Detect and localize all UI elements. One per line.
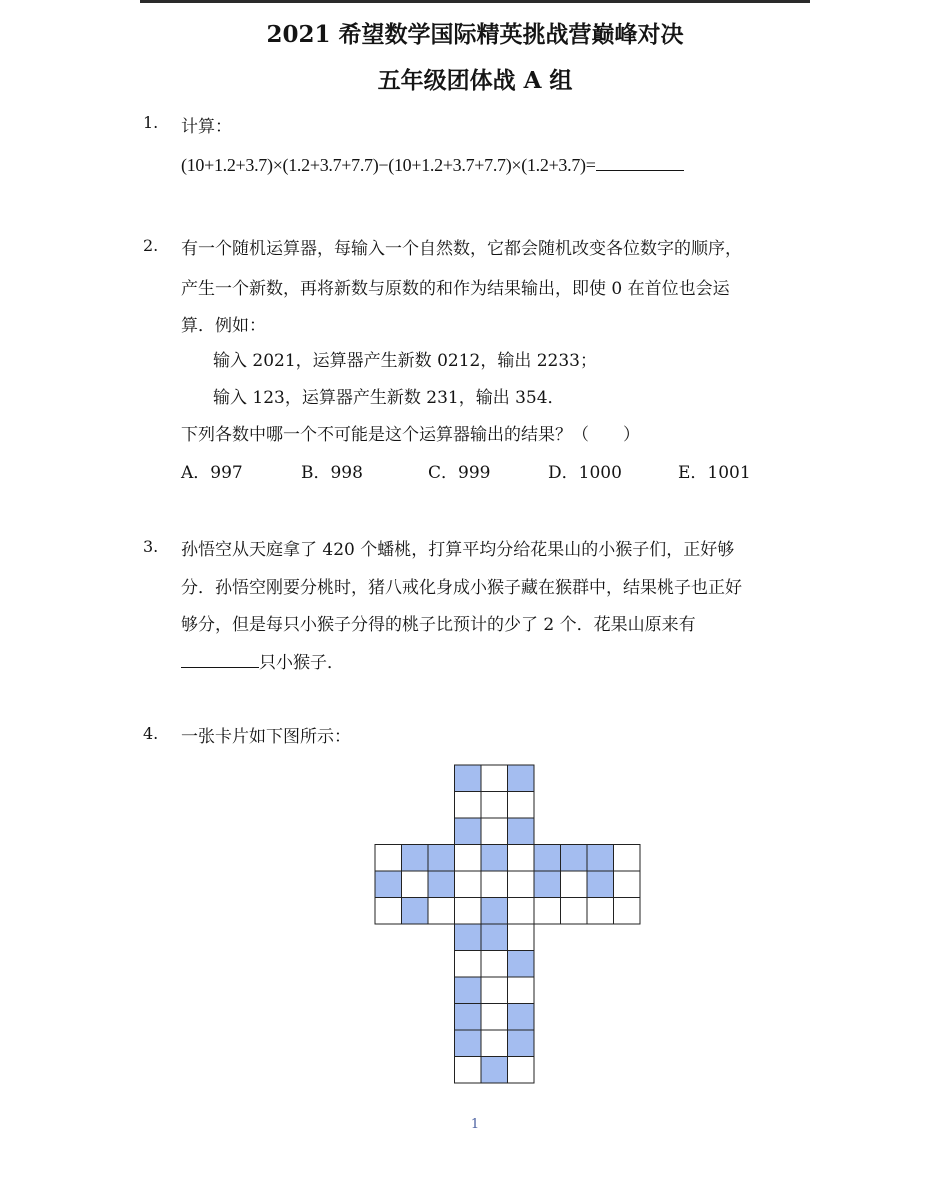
card-cell <box>481 765 508 792</box>
card-cell <box>508 1030 535 1057</box>
problem-3-line-2: 分．孙悟空刚要分桃时，猪八戒化身成小猴子藏在猴群中，结果桃子也正好 <box>181 578 742 598</box>
card-cell <box>375 898 402 925</box>
card-cell <box>455 977 482 1004</box>
card-cell <box>455 924 482 951</box>
card-cell <box>402 898 429 925</box>
card-cell <box>508 818 535 845</box>
card-cell <box>587 845 614 872</box>
problem-2-line-3: 算．例如： <box>181 316 266 336</box>
option-a: A．997 <box>181 463 243 483</box>
card-cell <box>508 977 535 1004</box>
card-cell <box>481 898 508 925</box>
card-cell <box>375 871 402 898</box>
card-cell <box>481 792 508 819</box>
card-cell <box>534 898 561 925</box>
card-cell <box>614 845 641 872</box>
card-cell <box>428 898 455 925</box>
card-cell <box>402 871 429 898</box>
card-cell <box>455 845 482 872</box>
problem-2-line-2: 产生一个新数，再将新数与原数的和作为结果输出，即使 0 在首位也会运 <box>181 279 730 299</box>
card-cell <box>455 792 482 819</box>
card-cell <box>481 977 508 1004</box>
problem-2-question: 下列各数中哪一个不可能是这个运算器输出的结果？（ ） <box>181 425 640 445</box>
card-cell <box>508 1004 535 1031</box>
problem-3-number: 3. <box>143 537 159 556</box>
card-cell <box>481 1004 508 1031</box>
card-cell <box>508 1057 535 1084</box>
problem-1-prompt: 计算： <box>181 117 232 137</box>
problem-3-tail: 只小猴子． <box>259 653 344 673</box>
card-cell <box>455 818 482 845</box>
card-cell <box>508 871 535 898</box>
problem-4-number: 4. <box>143 724 159 743</box>
problem-2-number: 2. <box>143 236 159 255</box>
card-cell <box>561 845 588 872</box>
card-cell <box>561 871 588 898</box>
card-cell <box>614 898 641 925</box>
page-title: 2021 希望数学国际精英挑战营巅峰对决 <box>266 21 684 48</box>
card-cell <box>508 898 535 925</box>
card-cell <box>428 871 455 898</box>
card-cell <box>455 765 482 792</box>
card-cell <box>481 871 508 898</box>
problem-1-number: 1. <box>143 113 159 132</box>
card-cell <box>534 871 561 898</box>
card-cell <box>481 951 508 978</box>
card-cell <box>561 898 588 925</box>
card-cell <box>481 1030 508 1057</box>
page-number: 1 <box>470 1117 480 1132</box>
card-cell <box>481 1057 508 1084</box>
problem-2-example-1: 输入 2021，运算器产生新数 0212，输出 2233； <box>213 351 598 371</box>
card-cell <box>455 898 482 925</box>
card-cell <box>481 818 508 845</box>
card-cell <box>508 845 535 872</box>
card-cell <box>508 792 535 819</box>
card-cell <box>481 845 508 872</box>
option-b: B．998 <box>301 463 363 483</box>
card-cell <box>508 951 535 978</box>
card-cell <box>587 898 614 925</box>
option-d: D．1000 <box>548 463 622 483</box>
card-cell <box>534 845 561 872</box>
problem-2-example-2: 输入 123，运算器产生新数 231，输出 354． <box>213 388 565 408</box>
problem-4-prompt: 一张卡片如下图所示： <box>181 727 351 747</box>
card-cell <box>428 845 455 872</box>
card-cell <box>455 951 482 978</box>
card-cell <box>508 924 535 951</box>
card-cell <box>614 871 641 898</box>
card-cell <box>455 1030 482 1057</box>
problem-3-line-1: 孙悟空从天庭拿了 420 个蟠桃，打算平均分给花果山的小猴子们，正好够 <box>181 540 735 560</box>
card-cell <box>455 1057 482 1084</box>
problem-2-line-1: 有一个随机运算器，每输入一个自然数，它都会随机改变各位数字的顺序， <box>181 239 742 259</box>
card-cell <box>455 1004 482 1031</box>
card-cell <box>402 845 429 872</box>
card-cell <box>455 871 482 898</box>
card-cell <box>508 765 535 792</box>
card-cell <box>587 871 614 898</box>
page-subtitle: 五年级团体战 A 组 <box>377 67 573 94</box>
problem-1-expression: (10+1.2+3.7)×(1.2+3.7+7.7)−(10+1.2+3.7+7.7)×(1.2+3.7)= <box>181 155 596 175</box>
card-cell <box>481 924 508 951</box>
option-e: E．1001 <box>678 463 751 483</box>
option-c: C．999 <box>428 463 491 483</box>
card-cell <box>375 845 402 872</box>
problem-3-line-3: 够分，但是每只小猴子分得的桃子比预计的少了 2 个．花果山原来有 <box>181 615 696 635</box>
